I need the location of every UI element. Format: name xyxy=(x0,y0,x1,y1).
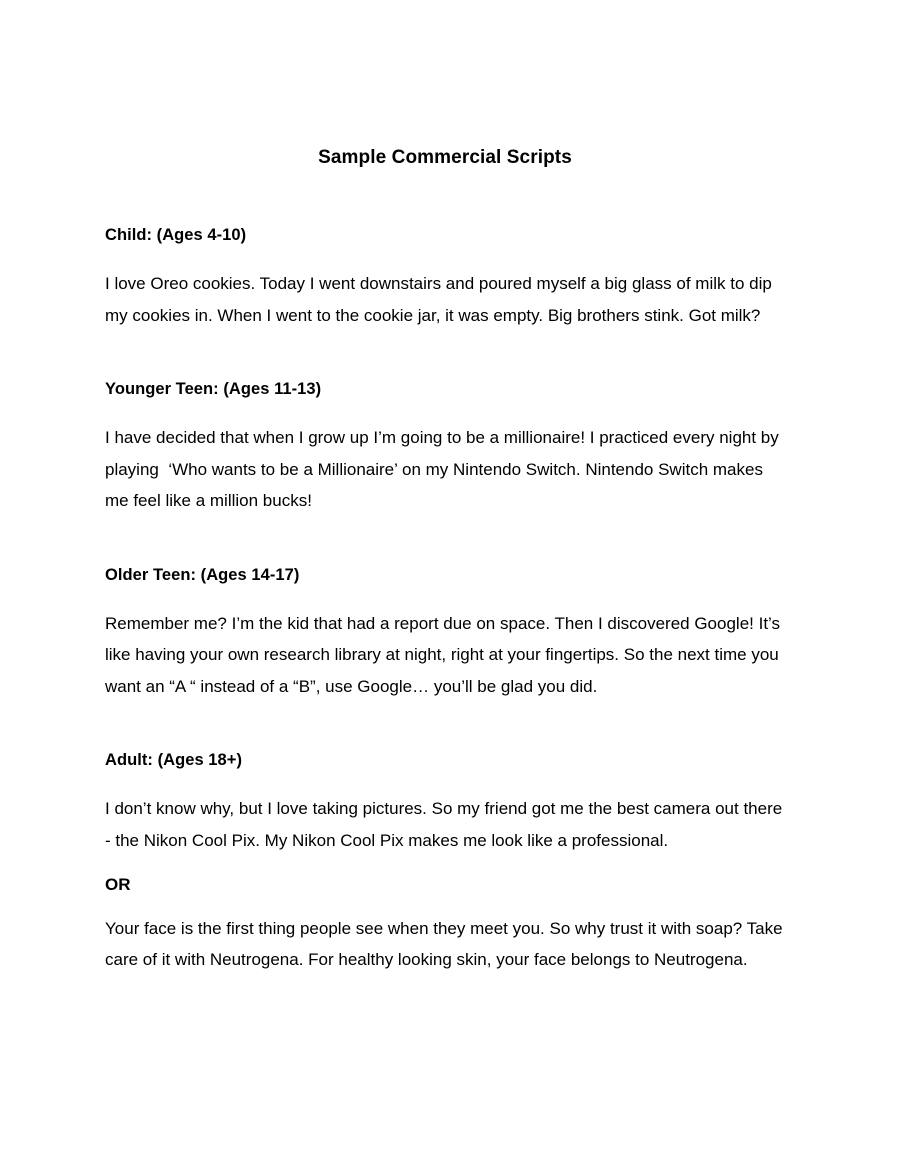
section-heading-younger-teen: Younger Teen: (Ages 11-13) xyxy=(105,380,322,398)
section-alternate-label: OR xyxy=(105,875,131,894)
section-heading-older-teen: Older Teen: (Ages 14-17) xyxy=(105,565,300,584)
section-spacer xyxy=(105,702,785,749)
section-body-adult: I don’t know why, but I love taking pictures. So my friend got me the best camera out there - the Nikon Cool Pix. My Nikon Cool Pix makes me look like a professional. xyxy=(105,799,787,850)
section-spacer xyxy=(105,331,785,378)
section-heading-child: Child: (Ages 4-10) xyxy=(105,226,247,244)
section-child xyxy=(105,224,785,331)
document-body xyxy=(105,146,788,976)
or-spacer-after xyxy=(105,901,785,913)
section-older-teen xyxy=(105,564,785,703)
or-spacer-before xyxy=(105,856,785,869)
section-body-younger-teen: I have decided that when I grow up I’m going to be a millionaire! I practiced every night by playing ‘Who wants to be a Millionaire’ on my Nintendo Switch. Nintendo Switch makes me feel like a million bucks! xyxy=(105,428,784,510)
title-spacer xyxy=(105,170,785,224)
section-younger-teen xyxy=(105,378,785,517)
section-heading-adult: Adult: (Ages 18+) xyxy=(105,751,242,769)
section-body-child: I love Oreo cookies. Today I went downstairs and poured myself a big glass of milk to dip my cookies in. When I went to the cookie jar, it was empty. Big brothers stink. Got milk? xyxy=(105,274,777,325)
section-body-older-teen: Remember me? I’m the kid that had a report due on space. Then I discovered Google! It’s like having your own research library at night, right at your fingertips. So the next time you want an “A “ instead of a “B”, use Google… you’ll be glad you did. xyxy=(105,613,785,696)
section-alternate-body-adult: Your face is the first thing people see when they meet you. So why trust it with soap? Take care of it with Neutrogena. For healthy looking skin, your face belongs to Neutrogena. xyxy=(105,918,788,969)
section-spacer xyxy=(105,517,785,564)
section-adult xyxy=(105,749,788,976)
page-title: Sample Commercial Scripts xyxy=(318,147,572,168)
